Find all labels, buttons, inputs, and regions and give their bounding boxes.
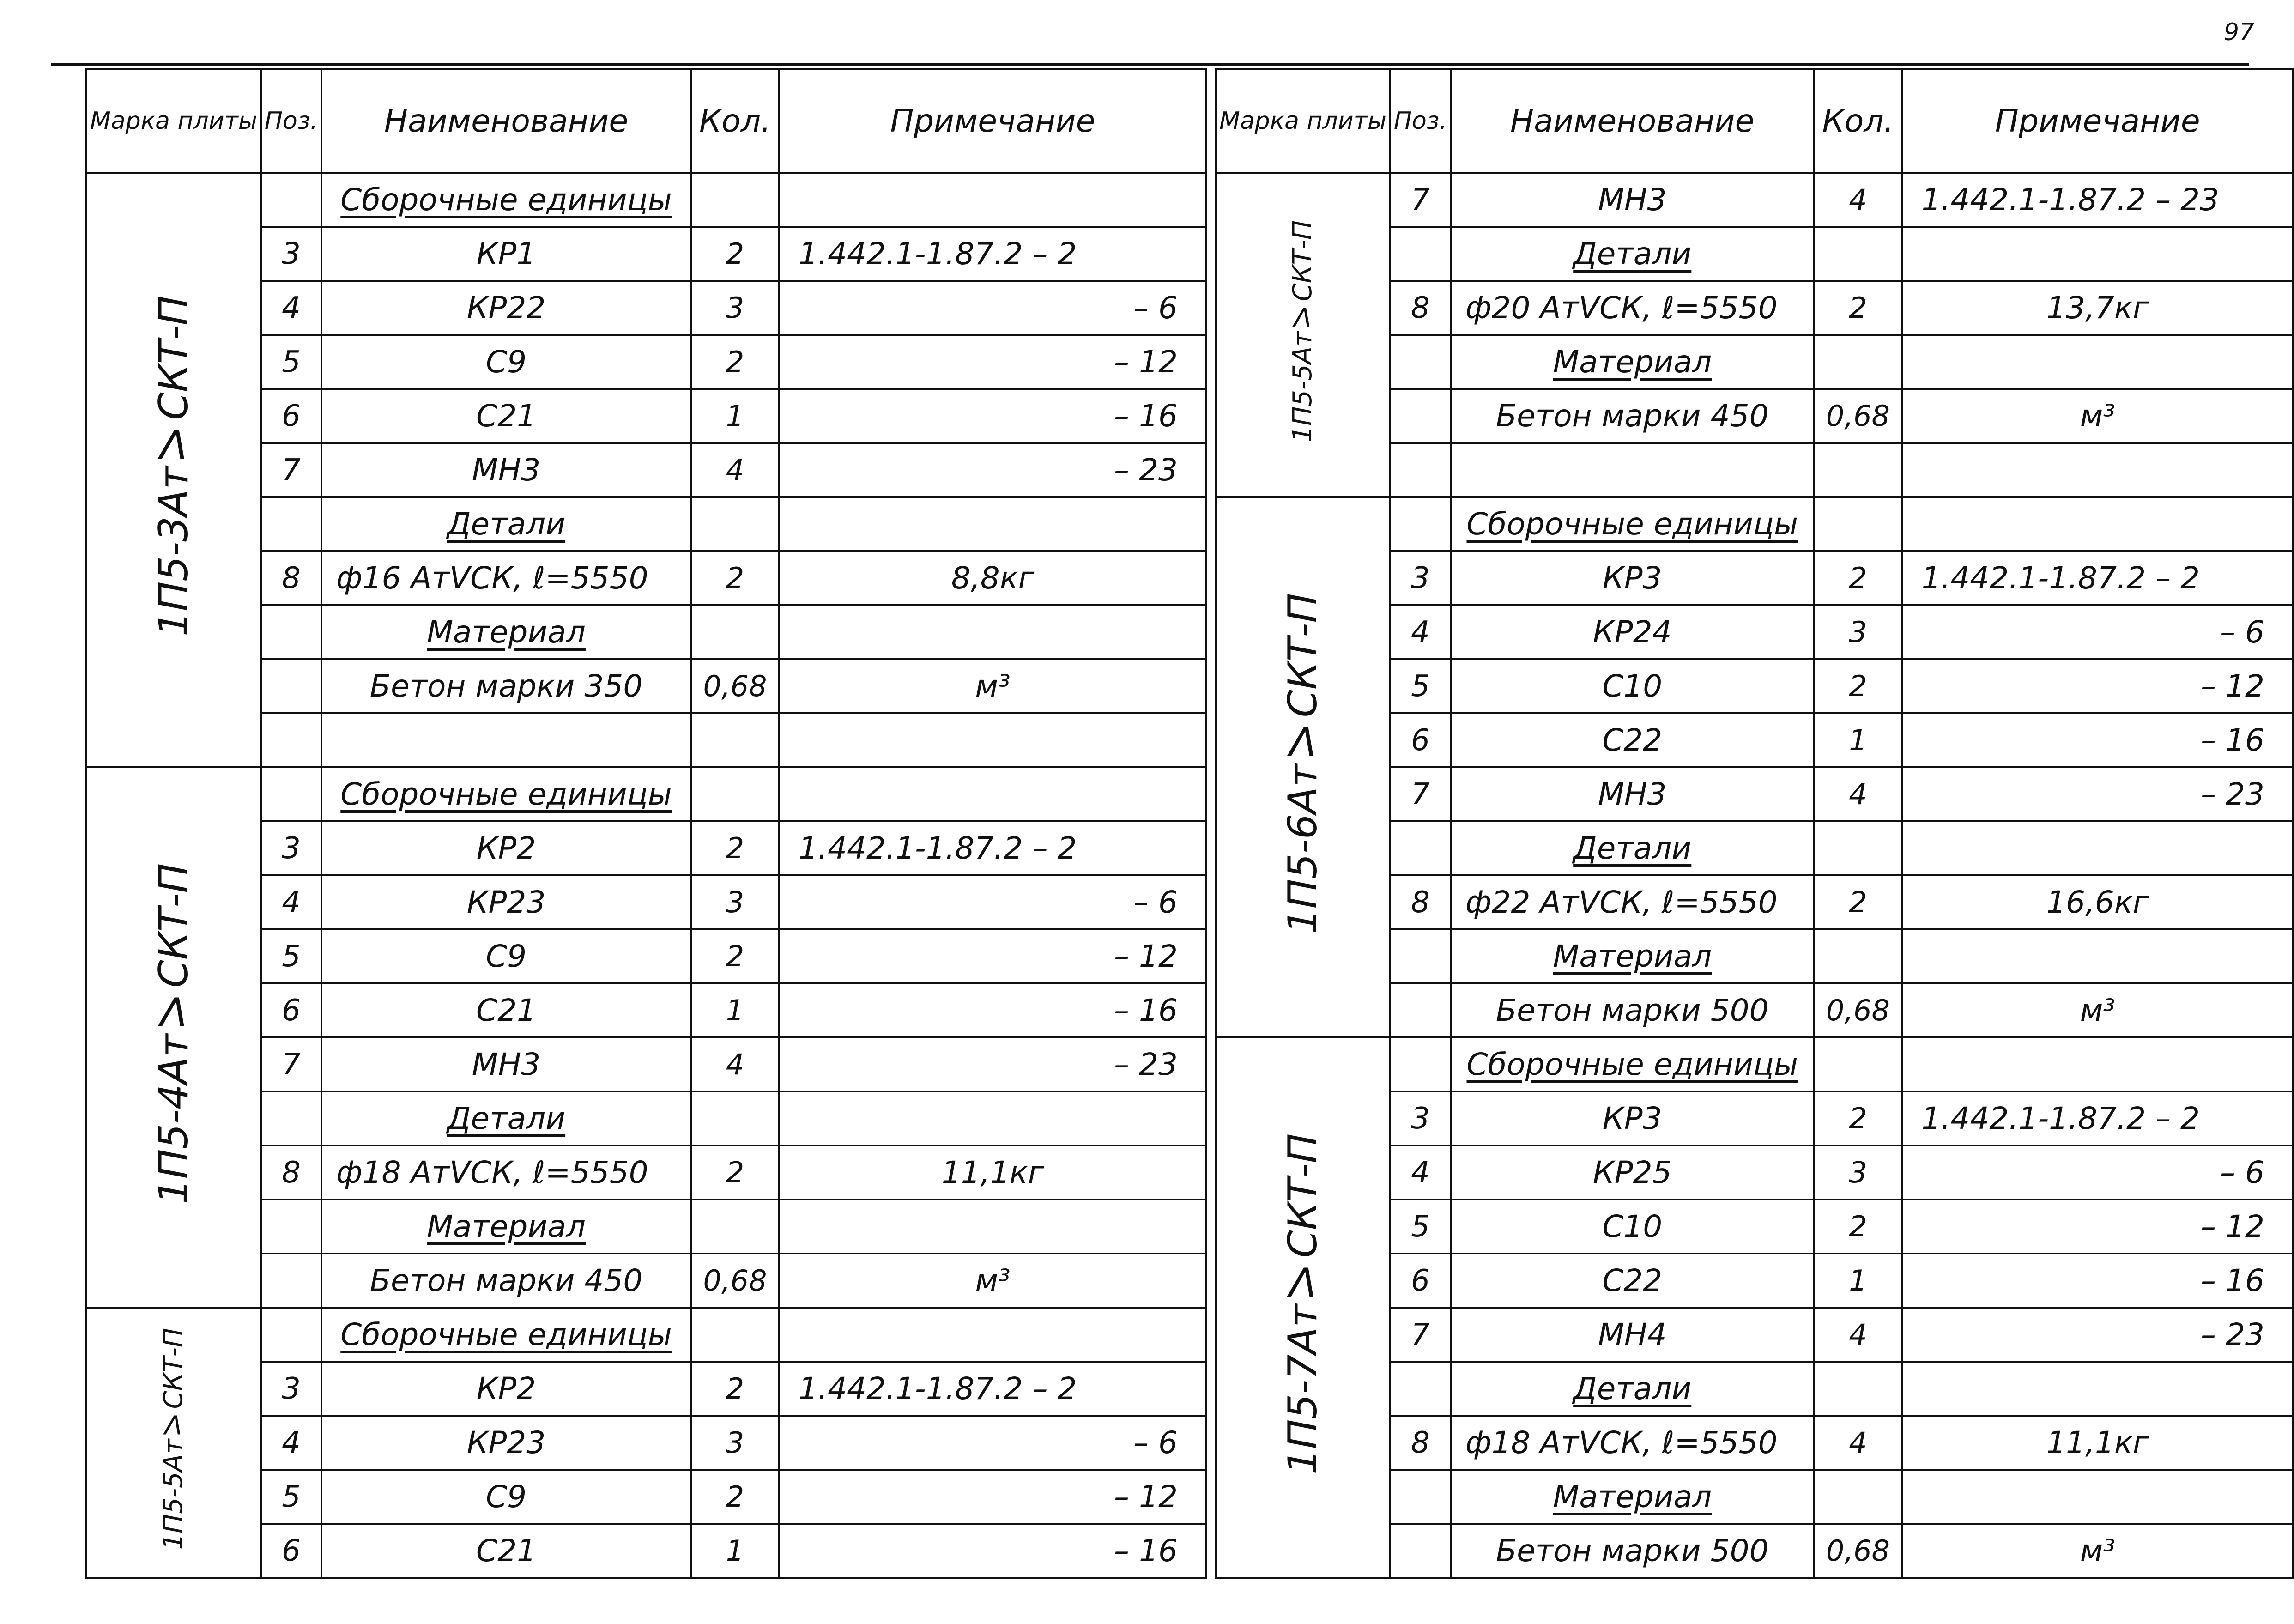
pos-cell: 4	[1390, 605, 1451, 659]
name-cell: КР3	[1451, 1091, 1814, 1145]
qty-cell	[1814, 335, 1902, 389]
pos-cell	[1390, 389, 1451, 443]
qty-cell	[1814, 497, 1902, 551]
note-cell: 8,8кг	[779, 551, 1206, 605]
pos-cell: 8	[1390, 1416, 1451, 1470]
pos-cell: 6	[261, 983, 321, 1037]
note-cell: 1.442.1-1.87.2 – 2	[1902, 551, 2293, 605]
note-cell: 1.442.1-1.87.2 – 2	[1902, 1091, 2293, 1145]
section-heading: Сборочные единицы	[321, 767, 691, 821]
qty-cell: 2	[691, 1470, 779, 1524]
qty-cell: 2	[691, 929, 779, 983]
name-cell: С10	[1451, 659, 1814, 713]
qty-cell: 1	[691, 1524, 779, 1578]
pos-cell: 7	[1390, 1308, 1451, 1362]
pos-cell	[261, 713, 321, 767]
section-heading: Сборочные единицы	[1451, 497, 1814, 551]
section-heading: Сборочные единицы	[1451, 1037, 1814, 1091]
note-cell	[779, 1091, 1206, 1145]
note-cell: 11,1кг	[1902, 1416, 2293, 1470]
section-heading: Материал	[1451, 335, 1814, 389]
header-qty: Кол.	[1814, 69, 1902, 173]
note-cell	[779, 1308, 1206, 1362]
pos-cell: 5	[1390, 1200, 1451, 1254]
note-cell: – 23	[1902, 767, 2293, 821]
qty-cell	[691, 497, 779, 551]
note-cell: 1.442.1-1.87.2 – 2	[779, 1362, 1206, 1416]
header-row	[86, 69, 1206, 173]
name-cell: КР24	[1451, 605, 1814, 659]
note-cell: – 23	[779, 443, 1206, 497]
qty-cell	[1814, 443, 1902, 497]
pos-cell: 8	[1390, 875, 1451, 929]
name-cell: ф18 АтⅤСК, ℓ=5550	[321, 1145, 691, 1200]
qty-cell	[691, 767, 779, 821]
plate-mark: 1П5-4АтⅤСКТ-П	[150, 863, 197, 1205]
note-cell: – 16	[779, 389, 1206, 443]
qty-cell: 4	[1814, 767, 1902, 821]
plate-mark: 1П5-7АтⅤСКТ-П	[1279, 1133, 1326, 1475]
qty-cell: 3	[691, 281, 779, 335]
pos-cell	[261, 1254, 321, 1308]
qty-cell: 0,68	[691, 1254, 779, 1308]
header-name: Наименование	[321, 69, 691, 173]
note-cell	[779, 1200, 1206, 1254]
qty-cell: 1	[691, 389, 779, 443]
table-row	[1216, 1037, 2293, 1091]
qty-cell: 3	[691, 875, 779, 929]
pos-cell: 8	[1390, 281, 1451, 335]
qty-cell	[1814, 1362, 1902, 1416]
note-cell	[1902, 443, 2293, 497]
qty-cell	[691, 173, 779, 227]
qty-cell	[1814, 1470, 1902, 1524]
name-cell: КР2	[321, 821, 691, 875]
note-cell	[1902, 227, 2293, 281]
plate-mark-cell	[1216, 173, 1390, 497]
pos-cell	[261, 659, 321, 713]
note-cell	[779, 173, 1206, 227]
name-cell: С21	[321, 983, 691, 1037]
header-pos: Поз.	[261, 69, 321, 173]
header-qty: Кол.	[691, 69, 779, 173]
note-cell: 1.442.1-1.87.2 – 23	[1902, 173, 2293, 227]
qty-cell: 0,68	[1814, 983, 1902, 1037]
pos-cell	[261, 767, 321, 821]
pos-cell: 6	[261, 389, 321, 443]
name-cell: МН3	[1451, 767, 1814, 821]
qty-cell: 1	[1814, 1254, 1902, 1308]
section-heading: Материал	[321, 605, 691, 659]
page-number: 97	[2224, 18, 2255, 46]
pos-cell: 5	[261, 1470, 321, 1524]
name-cell	[321, 713, 691, 767]
qty-cell: 0,68	[1814, 1524, 1902, 1578]
note-cell: – 16	[1902, 1254, 2293, 1308]
qty-cell: 2	[1814, 875, 1902, 929]
qty-cell	[691, 1308, 779, 1362]
plate-mark-cell	[86, 1308, 261, 1578]
pos-cell: 7	[261, 443, 321, 497]
name-cell: Бетон марки 350	[321, 659, 691, 713]
pos-cell	[261, 1200, 321, 1254]
qty-cell: 2	[1814, 1200, 1902, 1254]
table-row	[86, 1308, 1206, 1362]
qty-cell	[691, 605, 779, 659]
qty-cell	[1814, 929, 1902, 983]
plate-mark-cell	[1216, 1037, 1390, 1578]
note-cell	[1902, 929, 2293, 983]
pos-cell	[1390, 821, 1451, 875]
section-heading: Детали	[321, 1091, 691, 1145]
pos-cell: 7	[1390, 173, 1451, 227]
qty-cell: 3	[1814, 605, 1902, 659]
note-cell: – 12	[779, 1470, 1206, 1524]
note-cell: – 6	[1902, 605, 2293, 659]
name-cell: С21	[321, 389, 691, 443]
sheet-top-border	[51, 63, 2249, 66]
qty-cell: 4	[691, 1037, 779, 1091]
note-cell: – 12	[779, 929, 1206, 983]
name-cell: КР3	[1451, 551, 1814, 605]
name-cell: МН3	[321, 1037, 691, 1091]
pos-cell	[1390, 1037, 1451, 1091]
pos-cell: 8	[261, 551, 321, 605]
name-cell: Бетон марки 500	[1451, 1524, 1814, 1578]
name-cell: С22	[1451, 1254, 1814, 1308]
plate-mark: 1П5-6АтⅤСКТ-П	[1279, 593, 1326, 934]
note-cell: – 6	[779, 875, 1206, 929]
qty-cell: 2	[1814, 551, 1902, 605]
qty-cell	[691, 713, 779, 767]
qty-cell: 1	[691, 983, 779, 1037]
header-row	[1216, 69, 2293, 173]
note-cell: – 6	[779, 1416, 1206, 1470]
name-cell	[1451, 443, 1814, 497]
pos-cell	[261, 1308, 321, 1362]
header-note: Примечание	[779, 69, 1206, 173]
qty-cell: 2	[1814, 659, 1902, 713]
qty-cell	[691, 1200, 779, 1254]
pos-cell: 5	[261, 929, 321, 983]
plate-mark: 1П5-5АтⅤСКТ-П	[158, 1328, 189, 1550]
plate-mark: 1П5-3АтⅤСКТ-П	[150, 296, 197, 637]
header-pos: Поз.	[1390, 69, 1451, 173]
name-cell: КР25	[1451, 1145, 1814, 1200]
note-cell: 11,1кг	[779, 1145, 1206, 1200]
pos-cell: 4	[261, 1416, 321, 1470]
pos-cell: 3	[261, 821, 321, 875]
note-cell: – 16	[779, 983, 1206, 1037]
note-cell: – 16	[1902, 713, 2293, 767]
name-cell: МН3	[321, 443, 691, 497]
pos-cell	[261, 497, 321, 551]
specification-table-right	[1215, 68, 2294, 1579]
pos-cell	[1390, 1362, 1451, 1416]
qty-cell: 4	[691, 443, 779, 497]
pos-cell: 8	[261, 1145, 321, 1200]
name-cell: ф22 АтⅤСК, ℓ=5550	[1451, 875, 1814, 929]
pos-cell: 5	[261, 335, 321, 389]
note-cell: м³	[1902, 983, 2293, 1037]
note-cell	[1902, 1037, 2293, 1091]
name-cell: С21	[321, 1524, 691, 1578]
note-cell: – 16	[779, 1524, 1206, 1578]
qty-cell: 2	[691, 821, 779, 875]
section-heading: Детали	[1451, 1362, 1814, 1416]
specification-table-left	[85, 68, 1207, 1579]
table-row	[1216, 173, 2293, 227]
section-heading: Детали	[1451, 227, 1814, 281]
pos-cell	[1390, 335, 1451, 389]
note-cell: м³	[1902, 1524, 2293, 1578]
pos-cell: 3	[261, 1362, 321, 1416]
note-cell: 1.442.1-1.87.2 – 2	[779, 821, 1206, 875]
pos-cell	[261, 1091, 321, 1145]
name-cell: ф18 АтⅤСК, ℓ=5550	[1451, 1416, 1814, 1470]
pos-cell: 7	[261, 1037, 321, 1091]
pos-cell	[1390, 1524, 1451, 1578]
pos-cell: 6	[1390, 1254, 1451, 1308]
table-row	[86, 173, 1206, 227]
qty-cell	[1814, 227, 1902, 281]
pos-cell	[261, 605, 321, 659]
pos-cell: 3	[1390, 551, 1451, 605]
section-heading: Материал	[321, 1200, 691, 1254]
section-heading: Материал	[1451, 929, 1814, 983]
note-cell: – 23	[779, 1037, 1206, 1091]
plate-mark-cell	[86, 767, 261, 1308]
plate-mark-cell	[86, 173, 261, 767]
note-cell: – 23	[1902, 1308, 2293, 1362]
name-cell: С9	[321, 1470, 691, 1524]
pos-cell: 5	[1390, 659, 1451, 713]
name-cell: Бетон марки 450	[1451, 389, 1814, 443]
note-cell: 1.442.1-1.87.2 – 2	[779, 227, 1206, 281]
qty-cell: 2	[691, 1145, 779, 1200]
note-cell: – 6	[1902, 1145, 2293, 1200]
name-cell: КР1	[321, 227, 691, 281]
name-cell: С9	[321, 929, 691, 983]
pos-cell: 4	[261, 875, 321, 929]
pos-cell: 6	[261, 1524, 321, 1578]
note-cell: 13,7кг	[1902, 281, 2293, 335]
note-cell: м³	[779, 1254, 1206, 1308]
note-cell	[779, 767, 1206, 821]
name-cell: Бетон марки 450	[321, 1254, 691, 1308]
qty-cell: 4	[1814, 1308, 1902, 1362]
pos-cell: 4	[1390, 1145, 1451, 1200]
qty-cell: 3	[1814, 1145, 1902, 1200]
note-cell	[779, 497, 1206, 551]
pos-cell	[1390, 443, 1451, 497]
name-cell: КР23	[321, 1416, 691, 1470]
pos-cell	[1390, 983, 1451, 1037]
header-mark: Марка плиты	[1216, 69, 1390, 173]
pos-cell: 4	[261, 281, 321, 335]
name-cell: Бетон марки 500	[1451, 983, 1814, 1037]
name-cell: С9	[321, 335, 691, 389]
note-cell	[1902, 1362, 2293, 1416]
note-cell	[1902, 821, 2293, 875]
qty-cell: 2	[691, 1362, 779, 1416]
qty-cell: 0,68	[1814, 389, 1902, 443]
section-heading: Сборочные единицы	[321, 173, 691, 227]
pos-cell	[1390, 227, 1451, 281]
section-heading: Сборочные единицы	[321, 1308, 691, 1362]
note-cell	[1902, 497, 2293, 551]
pos-cell: 3	[261, 227, 321, 281]
pos-cell: 3	[1390, 1091, 1451, 1145]
table-row	[1216, 497, 2293, 551]
name-cell: КР2	[321, 1362, 691, 1416]
note-cell: м³	[779, 659, 1206, 713]
note-cell: м³	[1902, 389, 2293, 443]
qty-cell: 2	[691, 551, 779, 605]
note-cell	[1902, 1470, 2293, 1524]
qty-cell: 4	[1814, 173, 1902, 227]
header-note: Примечание	[1902, 69, 2293, 173]
note-cell: – 12	[1902, 659, 2293, 713]
qty-cell: 2	[1814, 281, 1902, 335]
qty-cell: 2	[691, 335, 779, 389]
name-cell: С10	[1451, 1200, 1814, 1254]
note-cell	[1902, 335, 2293, 389]
qty-cell	[1814, 1037, 1902, 1091]
plate-mark-cell	[1216, 497, 1390, 1037]
pos-cell	[1390, 1470, 1451, 1524]
name-cell: ф16 АтⅤСК, ℓ=5550	[321, 551, 691, 605]
name-cell: КР22	[321, 281, 691, 335]
header-mark: Марка плиты	[86, 69, 261, 173]
name-cell: МН4	[1451, 1308, 1814, 1362]
note-cell: – 12	[779, 335, 1206, 389]
qty-cell: 2	[1814, 1091, 1902, 1145]
plate-mark: 1П5-5АтⅤСКТ-П	[1288, 220, 1318, 442]
qty-cell: 4	[1814, 1416, 1902, 1470]
qty-cell: 3	[691, 1416, 779, 1470]
section-heading: Детали	[321, 497, 691, 551]
pos-cell: 7	[1390, 767, 1451, 821]
pos-cell	[261, 173, 321, 227]
pos-cell	[1390, 497, 1451, 551]
qty-cell: 1	[1814, 713, 1902, 767]
note-cell	[779, 605, 1206, 659]
name-cell: ф20 АтⅤСК, ℓ=5550	[1451, 281, 1814, 335]
header-name: Наименование	[1451, 69, 1814, 173]
name-cell: МН3	[1451, 173, 1814, 227]
note-cell	[779, 713, 1206, 767]
pos-cell	[1390, 929, 1451, 983]
table-row	[86, 767, 1206, 821]
qty-cell: 2	[691, 227, 779, 281]
qty-cell: 0,68	[691, 659, 779, 713]
qty-cell	[691, 1091, 779, 1145]
note-cell: – 6	[779, 281, 1206, 335]
qty-cell	[1814, 821, 1902, 875]
name-cell: КР23	[321, 875, 691, 929]
section-heading: Детали	[1451, 821, 1814, 875]
pos-cell: 6	[1390, 713, 1451, 767]
note-cell: 16,6кг	[1902, 875, 2293, 929]
name-cell: С22	[1451, 713, 1814, 767]
note-cell: – 12	[1902, 1200, 2293, 1254]
section-heading: Материал	[1451, 1470, 1814, 1524]
